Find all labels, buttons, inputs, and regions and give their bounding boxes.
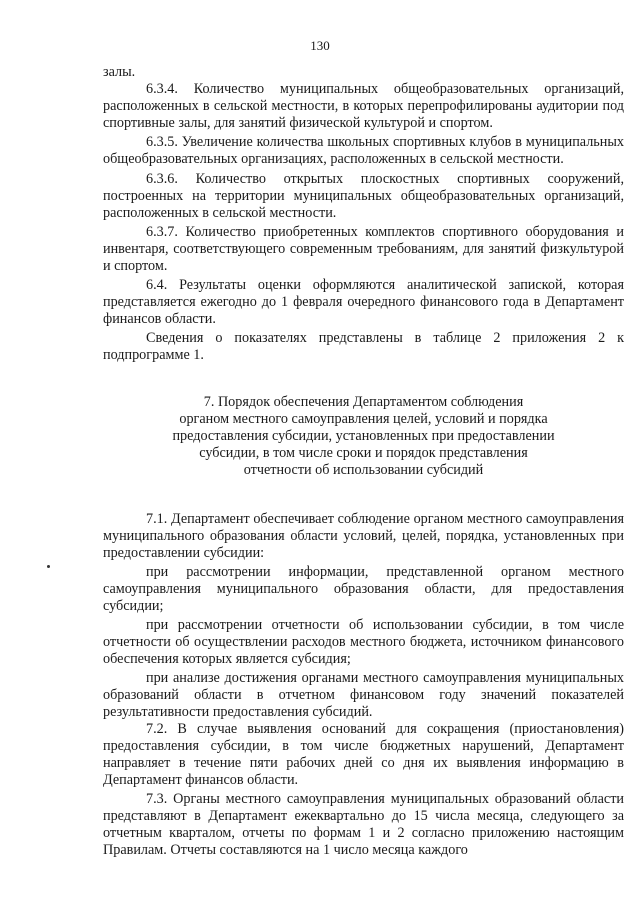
paragraph-6-3-5: 6.3.5. Увеличение количества школьных спортивных клубов в муниципальных общеобразовательных организациях, расположенных в сельской местности. [103, 134, 624, 167]
paragraph-continuation: залы. [103, 64, 136, 80]
paragraph-6-4: 6.4. Результаты оценки оформляются аналитической запиской, которая представляется ежегодно до 1 февраля очередного финансового года в Департамент финансов области. [103, 277, 624, 327]
paragraph-7-1: 7.1. Департамент обеспечивает соблюдение органом местного самоуправления муниципального образования области условий, целей, порядка, установленных при предоставлении субсидии: [103, 511, 624, 561]
heading-line: субсидии, в том числе сроки и порядок представления [199, 445, 528, 461]
paragraph-item-analysis: при анализе достижения органами местного самоуправления муниципальных образований области в отчетном финансовом году значений показателей результативности предоставления субсидий. [103, 670, 624, 720]
page-number: 130 [310, 38, 330, 53]
paragraph-7-2: 7.2. В случае выявления оснований для сокращения (приостановления) предоставления субсидии, в том числе бюджетных нарушений, Департамент направляет в течение пяти рабочих дней со дня их выявления информацию в Департамент финансов области. [103, 721, 624, 788]
paragraph-indicators: Сведения о показателях представлены в таблице 2 приложения 2 к подпрограмме 1. [103, 330, 624, 363]
scan-speck [47, 565, 50, 568]
paragraph-item-information: при рассмотрении информации, представленной органом местного самоуправления муниципального образования области, для предоставления субсидии; [103, 564, 624, 614]
paragraph-6-3-7: 6.3.7. Количество приобретенных комплектов спортивного оборудования и инвентаря, соответствующего современным требованиям, для занятий физкультурой и спортом. [103, 224, 624, 274]
paragraph-item-reporting: при рассмотрении отчетности об использовании субсидии, в том числе отчетности об осуществлении расходов местного бюджета, источником финансового обеспечения которых является субсидия; [103, 617, 624, 667]
heading-line: органом местного самоуправления целей, условий и порядка [179, 411, 548, 427]
document-body [103, 64, 624, 859]
paragraph-6-3-6: 6.3.6. Количество открытых плоскостных спортивных сооружений, построенных на территории муниципальных общеобразовательных организаций, расположенных в сельской местности. [103, 171, 624, 221]
heading-line: предоставления субсидии, установленных при предоставлении [172, 428, 555, 444]
section-heading-7 [103, 394, 624, 479]
heading-line: 7. Порядок обеспечения Департаментом соблюдения [203, 394, 524, 410]
heading-line: отчетности об использовании субсидий [243, 462, 484, 478]
paragraph-7-3: 7.3. Органы местного самоуправления муниципальных образований области представляют в Департамент ежеквартально до 15 числа месяца, следующего за отчетным кварталом, отчеты по формам 1 и 2 согласно приложению настоящим Правилам. Отчеты составляются на 1 число месяца каждого [103, 791, 624, 858]
paragraph-6-3-4: 6.3.4. Количество муниципальных общеобразовательных организаций, расположенных в сельской местности, в которых перепрофилированы аудитории под спортивные залы, для занятий физической культурой и спортом. [103, 81, 624, 131]
